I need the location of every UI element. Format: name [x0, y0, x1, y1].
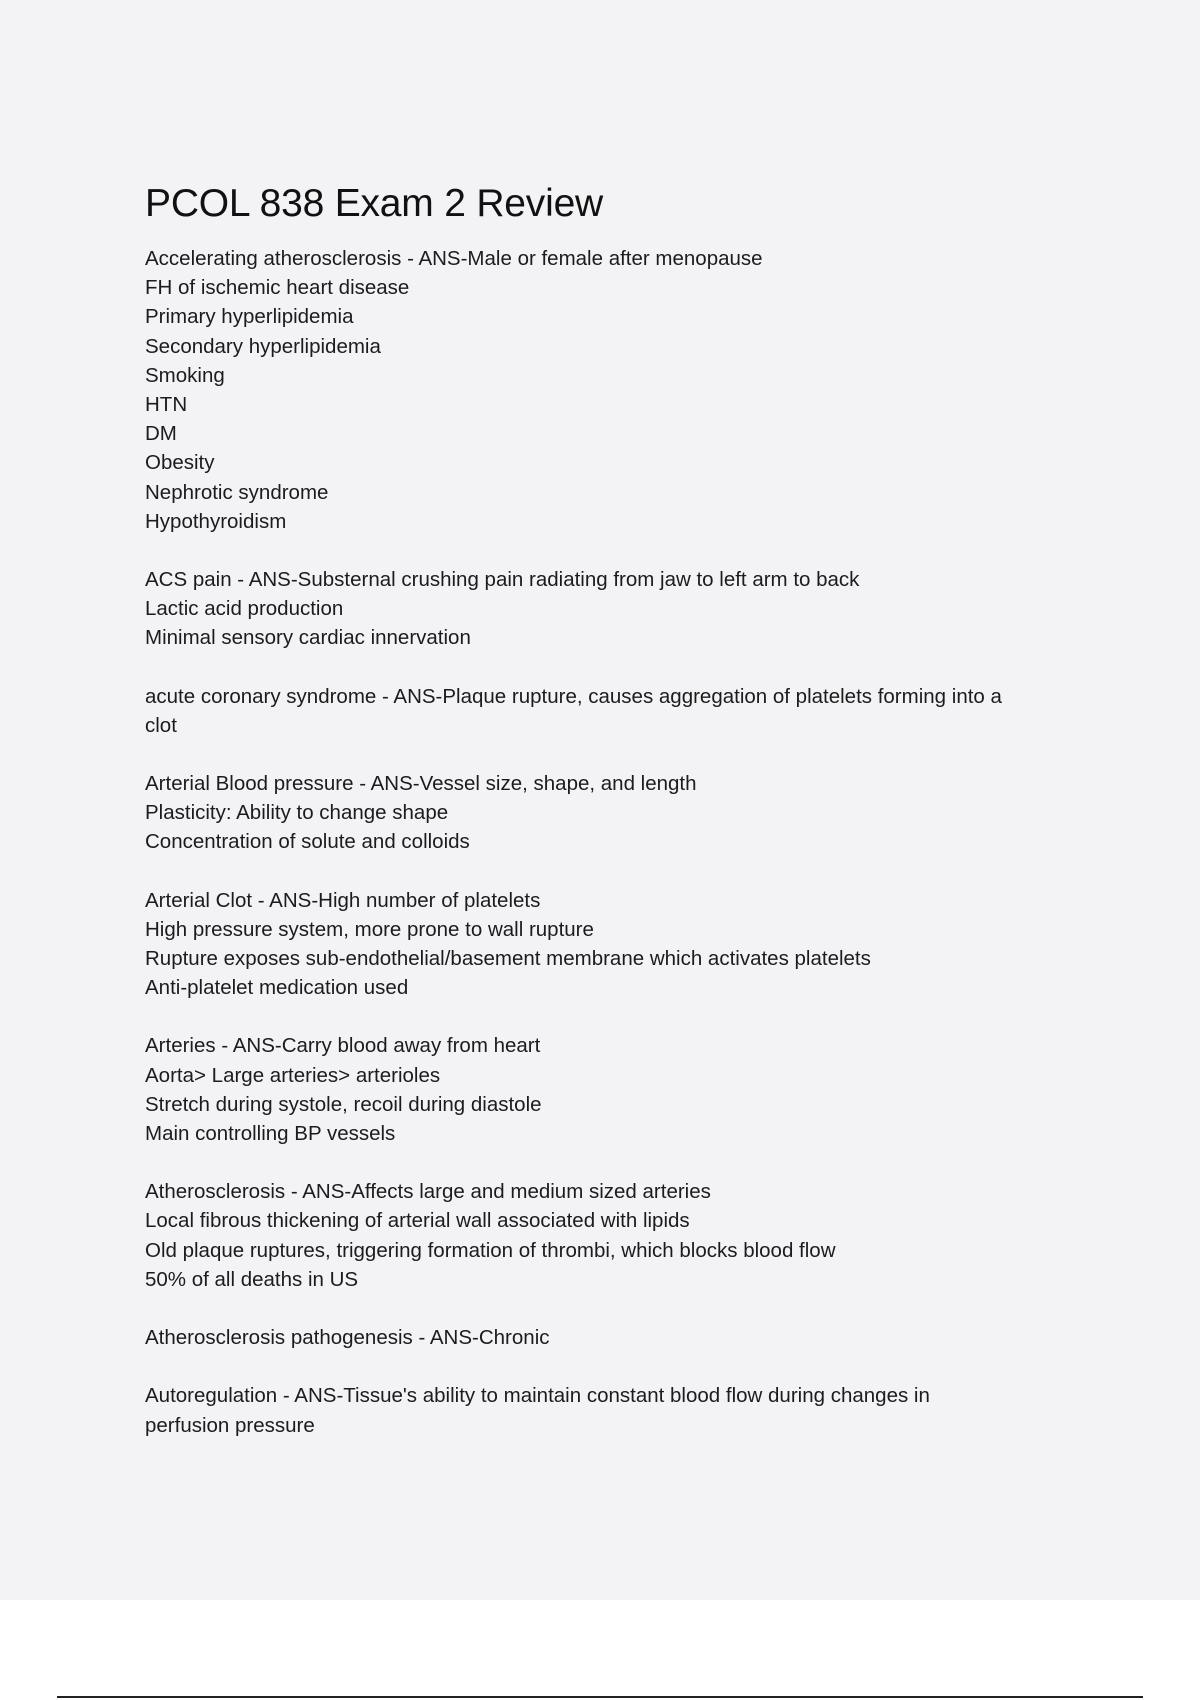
entry-line: HTN: [145, 393, 188, 417]
entry-line: perfusion pressure: [145, 1413, 315, 1437]
entry-acute-coronary-syndrome: [145, 682, 1105, 740]
entry-line: Secondary hyperlipidemia: [145, 334, 381, 358]
entry-atherosclerosis: [145, 1177, 1105, 1294]
entry-atherosclerosis-pathogenesis: [145, 1323, 1105, 1352]
entry-line: Smoking: [145, 363, 225, 387]
entry-arterial-blood-pressure: [145, 769, 1105, 857]
entry-line: Obesity: [145, 451, 215, 475]
entry-line: Autoregulation - ANS-Tissue's ability to maintain constant blood flow during changes in: [145, 1384, 930, 1408]
entry-line: Arteries - ANS-Carry blood away from heart: [145, 1034, 541, 1058]
entry-line: Aorta> Large arteries> arterioles: [145, 1063, 441, 1087]
entry-line: Plasticity: Ability to change shape: [145, 801, 449, 825]
entry-line: Atherosclerosis pathogenesis - ANS-Chronic: [145, 1326, 550, 1350]
entry-line: High pressure system, more prone to wall rupture: [145, 917, 594, 941]
entry-arteries: [145, 1031, 1105, 1148]
entry-accelerating-atherosclerosis: [145, 244, 1105, 536]
entry-line: Arterial Clot - ANS-High number of platelets: [145, 888, 541, 912]
entry-line: Stretch during systole, recoil during diastole: [145, 1092, 542, 1116]
entry-line: Old plaque ruptures, triggering formation of thrombi, which blocks blood flow: [145, 1238, 836, 1262]
page-divider: [57, 1696, 1143, 1698]
entry-line: clot: [145, 713, 177, 737]
entry-line: Rupture exposes sub-endothelial/basement membrane which activates platelets: [145, 947, 871, 971]
entry-line: Nephrotic syndrome: [145, 480, 329, 504]
entry-line: Local fibrous thickening of arterial wall associated with lipids: [145, 1209, 690, 1233]
document-content: [145, 182, 1105, 1469]
entry-line: Primary hyperlipidemia: [145, 305, 354, 329]
entry-line: Main controlling BP vessels: [145, 1122, 396, 1146]
entry-line: acute coronary syndrome - ANS-Plaque rupture, causes aggregation of platelets forming into a: [145, 684, 1002, 708]
entry-line: Accelerating atherosclerosis - ANS-Male or female after menopause: [145, 247, 763, 270]
entry-line: ACS pain - ANS-Substernal crushing pain radiating from jaw to left arm to back: [145, 568, 860, 592]
entry-line: Arterial Blood pressure - ANS-Vessel size, shape, and length: [145, 772, 697, 796]
entry-line: Lactic acid production: [145, 597, 344, 621]
entry-arterial-clot: [145, 886, 1105, 1003]
entry-line: Anti-platelet medication used: [145, 976, 409, 1000]
entry-line: Hypothyroidism: [145, 509, 287, 533]
entry-line: Concentration of solute and colloids: [145, 830, 470, 854]
page-title: PCOL 838 Exam 2 Review: [145, 182, 604, 225]
entry-line: Minimal sensory cardiac innervation: [145, 626, 471, 650]
entry-line: FH of ischemic heart disease: [145, 276, 410, 300]
entry-line: Atherosclerosis - ANS-Affects large and medium sized arteries: [145, 1180, 711, 1204]
entry-autoregulation: [145, 1381, 1105, 1439]
entry-line: 50% of all deaths in US: [145, 1267, 359, 1291]
entry-acs-pain: [145, 565, 1105, 653]
entry-line: DM: [145, 422, 177, 446]
